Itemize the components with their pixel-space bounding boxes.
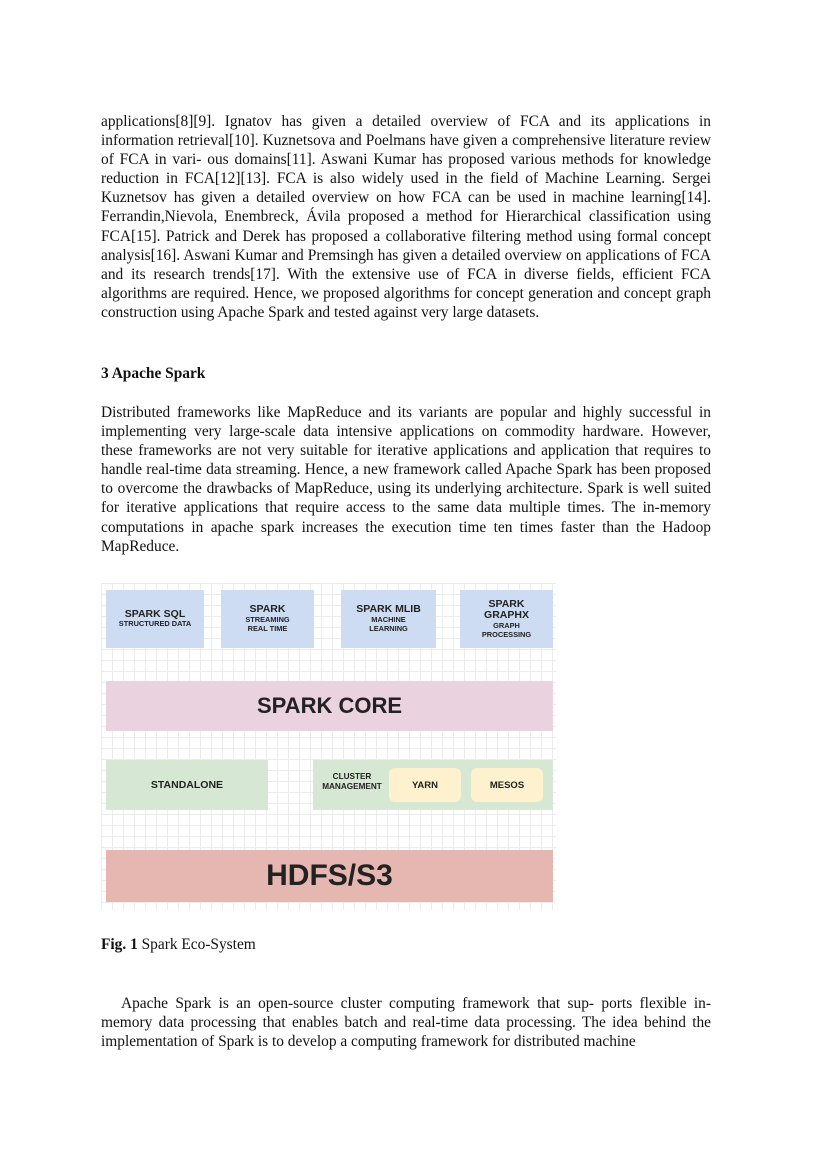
- spark-sql-box: [106, 590, 204, 648]
- body-paragraph-spark-intro: Apache Spark is an open-source cluster computing framework that sup- ports flexible in-memory data processing that enables batch and real-time data processing. The idea behind the implementation of Spark is to develop a computing framework for distributed machine: [101, 995, 711, 1051]
- spark-streaming-subtitle: STREAMING REAL TIME: [245, 614, 290, 633]
- body-paragraph-apache-spark: Distributed frameworks like MapReduce and its variants are popular and highly successful in implementing very large-scale data intensive applications on commodity hardware. However, these frameworks are not very suitable for iterative applications and application that requires to handle real-time data streaming. Hence, a new framework called Apache Spark has been proposed to overcome the drawbacks of MapReduce, using its underlying architecture. Spark is well suited for iterative applications that require access to the same data multiple times. The in-memory computations in apache spark increases the execution time ten times faster than the Hadoop MapReduce.: [101, 404, 711, 555]
- spark-streaming-box: [221, 590, 314, 648]
- yarn-box: YARN: [389, 768, 461, 802]
- spark-ecosystem-figure: [101, 583, 556, 910]
- hdfs-s3-box: HDFS/S3: [106, 850, 553, 902]
- spark-sql-title: SPARK SQL: [124, 607, 186, 620]
- spark-graphx-subtitle: GRAPH PROCESSING: [481, 620, 532, 639]
- cluster-management-label: CLUSTER MANAGEMENT: [322, 772, 382, 791]
- mesos-box: MESOS: [471, 768, 543, 802]
- figure-caption-text: Spark Eco-System: [137, 936, 256, 953]
- spark-streaming-title: SPARK: [249, 603, 286, 616]
- cluster-management-box: [313, 760, 553, 810]
- spark-graphx-box: [460, 590, 553, 648]
- standalone-box: STANDALONE: [106, 760, 268, 810]
- section-heading: 3 Apache Spark: [101, 365, 206, 382]
- spark-mlib-title: SPARK MLIB: [356, 603, 421, 616]
- spark-mlib-box: [341, 590, 436, 648]
- figure-caption: [101, 936, 256, 954]
- spark-sql-subtitle: STRUCTURED DATA: [118, 619, 192, 629]
- figure-caption-label: Fig. 1: [101, 936, 138, 953]
- spark-core-box: SPARK CORE: [106, 681, 553, 731]
- body-paragraph-fca-review: applications[8][9]. Ignatov has given a detailed overview of FCA and its applications in information retrieval[10]. Kuznetsova and Poelmans have given a comprehensive literature review of FCA in vari- ous domains[11]. Aswani Kumar has proposed various methods for knowledge reduction in FCA[12][13]. FCA is also widely used in the field of Machine Learning. Sergei Kuznetsov has given a detailed overview on how FCA can be used in machine learning[14]. Ferrandin,Nievola, Enembreck, Ávila proposed a method for Hierarchical classification using FCA[15]. Patrick and Derek has proposed a collaborative filtering method using formal concept analysis[16]. Aswani Kumar and Premsingh has given a detailed overview on applications of FCA and its research trends[17]. With the extensive use of FCA in diverse fields, efficient FCA algorithms are required. Hence, we proposed algorithms for concept generation and concept graph construction using Apache Spark and tested against very large datasets.: [101, 113, 711, 321]
- spark-mlib-subtitle: MACHINE LEARNING: [369, 614, 408, 633]
- spark-graphx-title: SPARK GRAPHX: [484, 597, 529, 622]
